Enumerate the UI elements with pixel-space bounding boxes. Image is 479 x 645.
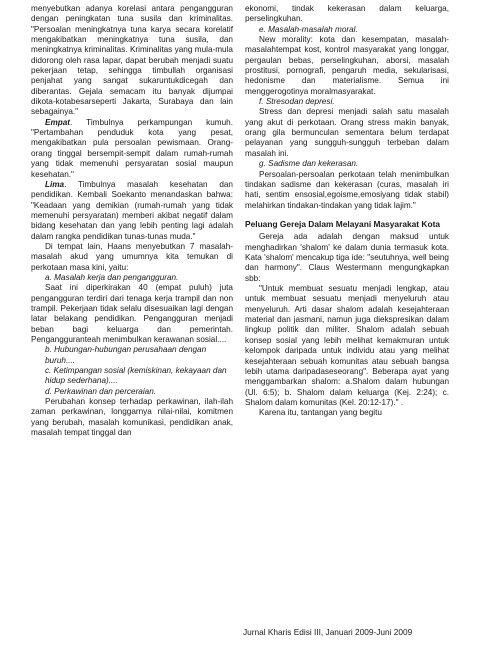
paragraph-haans: Di tempat lain, Haans menyebutkan 7 masalah-masalah akud yang umumnya kita temukan di perkotaan masa kini, yaitu: [31,241,233,272]
item-g-text: Persoalan-persoalan perkotaan telah menimbulkan tindakan sadisme dan kekerasan (curas, masalah iri hati, sentim ensosial,egoisme,emosiyang tidak stabil) melahirkan tindakan-tindakan yang tidak lajim." [245,169,449,210]
item-e-title: e. Masalah-masalah moral. [259,24,358,34]
paragraph-continuation: ekonomi, tindak kekerasan dalam keluarga, perselingkuhan. [245,4,449,24]
item-a-title: a. Masalah kerja dan pengangguran. [45,272,179,282]
paragraph-end: Karena itu, tantangan yang begitu [259,408,382,418]
paragraph-empat [31,118,233,180]
item-f-text: Stress dan depresi menjadi salah satu masalah yang akut di perkotaan. Orang stress makin banyak, orang gila bermunculan sementara belum terdapat pelayanan yang sungguh-sungguh terbeban dalam masalah ini. [245,107,449,158]
paragraph-intro: menyebutkan adanya korelasi antara pengangguran dengan peningkatan tuna susila dan kriminalitas. "Persoalan meningkatnya tuna karya secara korelatif mengakibatkan meningkatnya tuna susila, dan meningkatnya kriminalitas. Kriminalitas yang mula-mula didorong oleh rasa lapar, dapat berubah menjadi suatu pekerjaan tetap, sehingga timbullah organisasi penjahat yang sangat sukaruntukdicegah dan diberantas. Gejala semacam itu banyak dijumpai dikota-kotabesarseperti Jakarta, Surabaya dan lain sebagainya." [31,4,233,117]
page-footer: Jurnal Kharis Edisi III, Januari 2009-Juni 2009 [243,627,413,637]
right-column [245,4,449,419]
item-d-title: d. Perkawinan dan perceraian. [45,386,157,396]
item-c: c. Ketimpangan sosial (kemiskinan, kekayaan dan hidup sederhana).... [45,366,227,386]
lima-text: . Timbulnya masalah kesehatan dan pendidikan. Kembali Soekanto menandaskan bahwa: "Keadaan yang demikian (rumah-rumah yang tidak memenuhi persyaratan) memberi akibat negatif dalam bidang kesehatan dan yang lebih penting lagi adalah dalam rangka pendidikan tunas-tunas muda." [31,179,233,241]
empat-text: . Timbulnya perkampungan kumuh. "Pertambahan penduduk kota yang pesat, mengakibatkan pula persoalan pewismaan. Orang-orang tinggal bersempit-sempit dalam rumah-rumah yang tidak memenuhi persyaratan sosial maupun kesehatan." [31,117,233,179]
paragraph-lima [31,180,233,242]
paragraph-quote: "Untuk membuat sesuatu menjadi lengkap, atau untuk membuat sesuatu menjadi menyeluruh atau menyeluruh. Arti dasar shalom adalah kesejahteraan material dan jasmani, namun juga diekspresikan dalam lingkup politik dan militer. Shalom adalah sebuah konsep sosial yang lebih melihat kemakmuran untuk kelompok daripada untuk individu atau yang melihat kesejahteraan sebuah komunitas atau sebuah bangsa lebih utama daripadaseseorang". Beberapa ayat yang menggambarkan shalom: a.Shalom dalam hubungan (Ul. 6:5); b. Shalom dalam keluarga (Kej. 2:24); c. Shalom dalam komunitas (Kel. 20:12-17)." . [245,284,449,407]
section-heading: Peluang Gereja Dalam Melayani Masyarakat Kota [245,218,441,229]
paragraph-shalom: Gereja ada adalah dengan maksud untuk menghadirkan 'shalom' ke dalam dunia termasuk kota. Kata 'shalom' mencakup tiga ide: "seutuhnya, well being dan harmony". Claus Westermann mengungkapkan sbb: [245,232,449,283]
item-e-text: New morality: kota dan kesempatan, masalah-masalahtempat kost, kontrol masyarakat yang longgar, pergaulan bebas, perselingkuhan, aborsi, masalah prostitusi, pornografi, pengaruh media, sekularisasi, hedonisme dan materialisme. Semua ini menggerogotinya moralmasyarakat. [245,35,449,96]
item-a-text: Saat ini diperkirakan 40 (empat puluh) juta pengangguran terdiri dari tenaga kerja trampil dan non trampil. Pekerjaan tidak selalu disesuaikan lagi dengan latar belakang pendidikan. Pengangguran menjadi beban bagi keluarga dan pemerintah. Pengangguranteah menimbulkan kerawanan sosial.... [31,283,233,344]
item-f-title: f. Stresodan depresi. [259,97,335,107]
item-g-title: g. Sadisme dan kekerasan. [259,159,359,169]
item-d-text: Perubahan konsep terhadap perkawinan, ilah-ilah zaman perkawinan, longgarnya nilai-nilai, komitmen yang berubah, masalah komunikasi, pendidikan anak, masalah tempat tinggal dan [31,397,233,438]
empat-label: Empat [45,117,71,127]
item-b: b. Hubungan-hubungan perusahaan dengan buruh.... [45,345,207,365]
lima-label: Lima [45,179,65,189]
left-column [31,4,233,438]
